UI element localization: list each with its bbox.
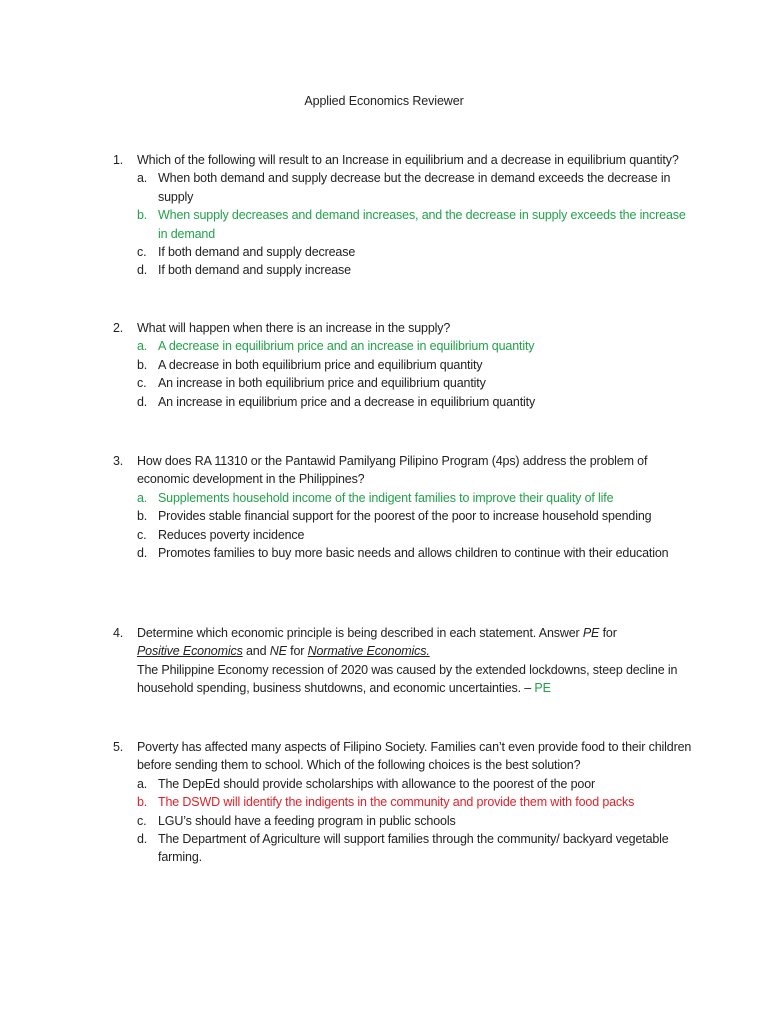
option-d: d. If both demand and supply increase [137, 263, 351, 278]
question-text: Determine which economic principle is being described in each statement. Answer PE for Positive Economics and NE for Normative Economics. The Philippine Economy recession of 2020 was caused by the extended lockdowns, steep decline in household spending, business shutdowns, and economic uncertainties. – PE [137, 626, 678, 696]
question-number: 4. [113, 626, 124, 640]
option-a: a. The DepEd should provide scholarships with allowance to the poorest of the poor [137, 776, 596, 791]
option-c: c. Reduces poverty incidence [137, 527, 305, 542]
question-3 [113, 452, 693, 562]
option-b-highlighted: b. The DSWD will identify the indigents in the community and provide them with food packs [137, 795, 635, 810]
option-c: c. If both demand and supply decrease [137, 245, 356, 260]
option-b: b. A decrease in both equilibrium price and equilibrium quantity [137, 357, 483, 372]
question-5 [113, 738, 693, 867]
option-b: b. Provides stable financial support for the poorest of the poor to increase household spending [137, 509, 652, 524]
document-title: Applied Economics Reviewer [304, 94, 464, 108]
statement-text: The Philippine Economy recession of 2020 was caused by the extended lockdowns, steep decline in household spending, business shutdowns, and economic uncertainties. – [137, 662, 678, 696]
answer-pe: PE [534, 681, 551, 696]
question-text: How does RA 11310 or the Pantawid Pamilyang Pilipino Program (4ps) address the problem of economic development in the Philippines? [137, 454, 648, 487]
question-number: 2. [113, 321, 124, 335]
option-a-correct: a. A decrease in equilibrium price and an increase in equilibrium quantity [137, 339, 535, 354]
option-d: d. An increase in equilibrium price and a decrease in equilibrium quantity [137, 394, 536, 409]
question-text: What will happen when there is an increase in the supply? [137, 321, 451, 335]
question-4 [113, 624, 693, 698]
option-d: d. Promotes families to buy more basic needs and allows children to continue with their education [137, 546, 669, 561]
question-number: 1. [113, 153, 124, 167]
question-1 [113, 151, 693, 280]
option-c: c. LGU’s should have a feeding program in public schools [137, 813, 456, 828]
question-number: 5. [113, 740, 124, 754]
option-b-correct: b. When supply decreases and demand increases, and the decrease in supply exceeds the increase in demand [137, 208, 686, 241]
question-text: Poverty has affected many aspects of Filipino Society. Families can’t even provide food to their children before sending them to school. Which of the following choices is the best solution? [137, 740, 692, 773]
option-d: d. The Department of Agriculture will support families through the community/ backyard vegetable farming. [137, 832, 669, 865]
option-c: c. An increase in both equilibrium price and equilibrium quantity [137, 376, 486, 391]
question-text: Which of the following will result to an Increase in equilibrium and a decrease in equilibrium quantity? [137, 153, 679, 167]
option-a-correct: a. Supplements household income of the indigent families to improve their quality of life [137, 490, 614, 505]
question-2 [113, 319, 693, 411]
question-number: 3. [113, 454, 124, 468]
option-a: a. When both demand and supply decrease but the decrease in demand exceeds the decrease in supply [137, 171, 671, 204]
